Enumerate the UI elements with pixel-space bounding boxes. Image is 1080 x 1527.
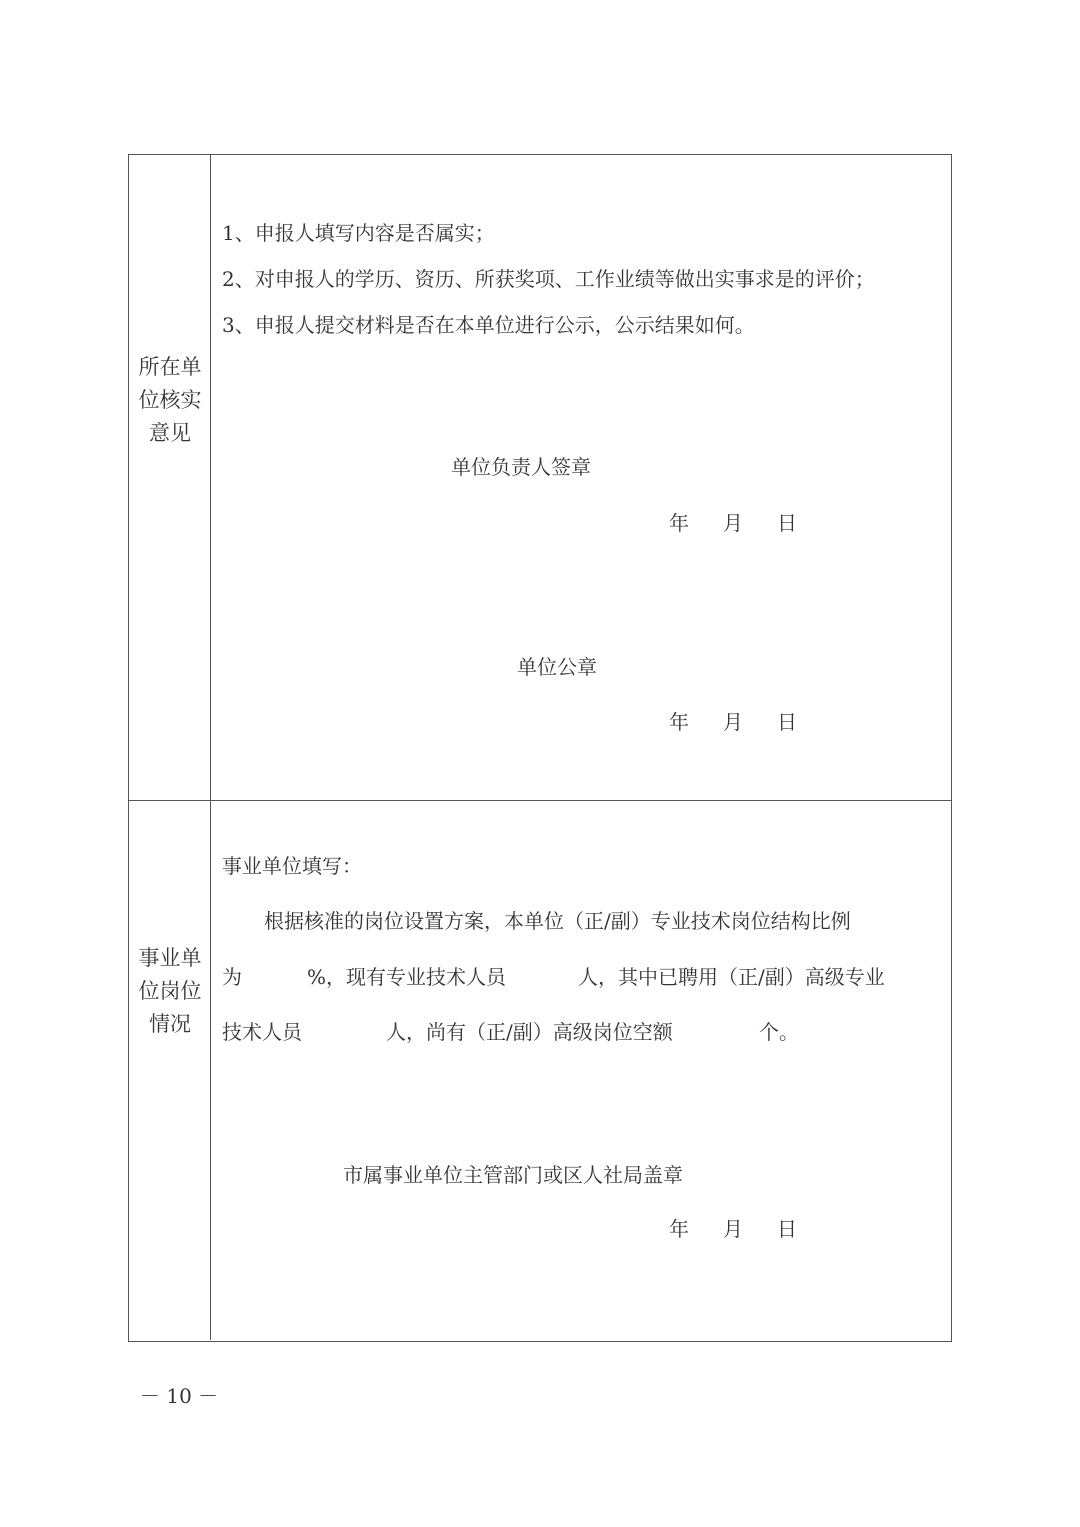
date-day-3: 日 [777, 1217, 797, 1241]
check-item-2: 2、对申报人的学历、资历、所获奖项、工作业绩等做出实事求是的评价； [222, 267, 875, 291]
verification-form-table [128, 154, 952, 1342]
position-status-content [211, 801, 951, 1340]
vacancy-text: 人，尚有（正/副）高级岗位空额 [386, 1020, 673, 1044]
position-status-label-cell [129, 801, 211, 1340]
position-status-label: 事业单位岗位情况 [138, 946, 202, 1036]
staff-count-text: %，现有专业技术人员 [307, 965, 507, 989]
fill-instruction: 事业单位填写： [222, 854, 362, 878]
check-item-1: 1、申报人填写内容是否属实； [222, 221, 495, 245]
unit-verification-label: 所在单位核实意见 [138, 355, 202, 445]
unit-verification-row [129, 155, 951, 801]
date-year-3: 年 [669, 1217, 689, 1241]
check-item-3: 3、申报人提交材料是否在本单位进行公示，公示结果如何。 [222, 313, 755, 337]
date-day-1: 日 [777, 511, 797, 535]
vacancy-unit-text: 个。 [759, 1020, 799, 1044]
ratio-prefix: 为 [222, 965, 242, 989]
unit-seal-label: 单位公章 [517, 655, 597, 679]
date-day-2: 日 [777, 710, 797, 734]
date-month-2: 月 [723, 710, 743, 734]
ratio-sentence-line-1: 根据核准的岗位设置方案，本单位（正/副）专业技术岗位结构比例 [264, 909, 851, 933]
date-month-3: 月 [723, 1217, 743, 1241]
position-status-row [129, 801, 951, 1340]
unit-head-signature-label: 单位负责人签章 [451, 455, 591, 479]
unit-verification-label-cell [129, 155, 211, 800]
unit-verification-content [211, 155, 951, 800]
authority-seal-label: 市属事业单位主管部门或区人社局盖章 [343, 1163, 683, 1187]
date-month-1: 月 [723, 511, 743, 535]
date-year-2: 年 [669, 710, 689, 734]
tech-staff-text: 技术人员 [222, 1020, 302, 1044]
date-year-1: 年 [669, 511, 689, 535]
senior-hired-text: 人，其中已聘用（正/副）高级专业 [578, 965, 885, 989]
page-number: － 10 － [140, 1384, 219, 1408]
